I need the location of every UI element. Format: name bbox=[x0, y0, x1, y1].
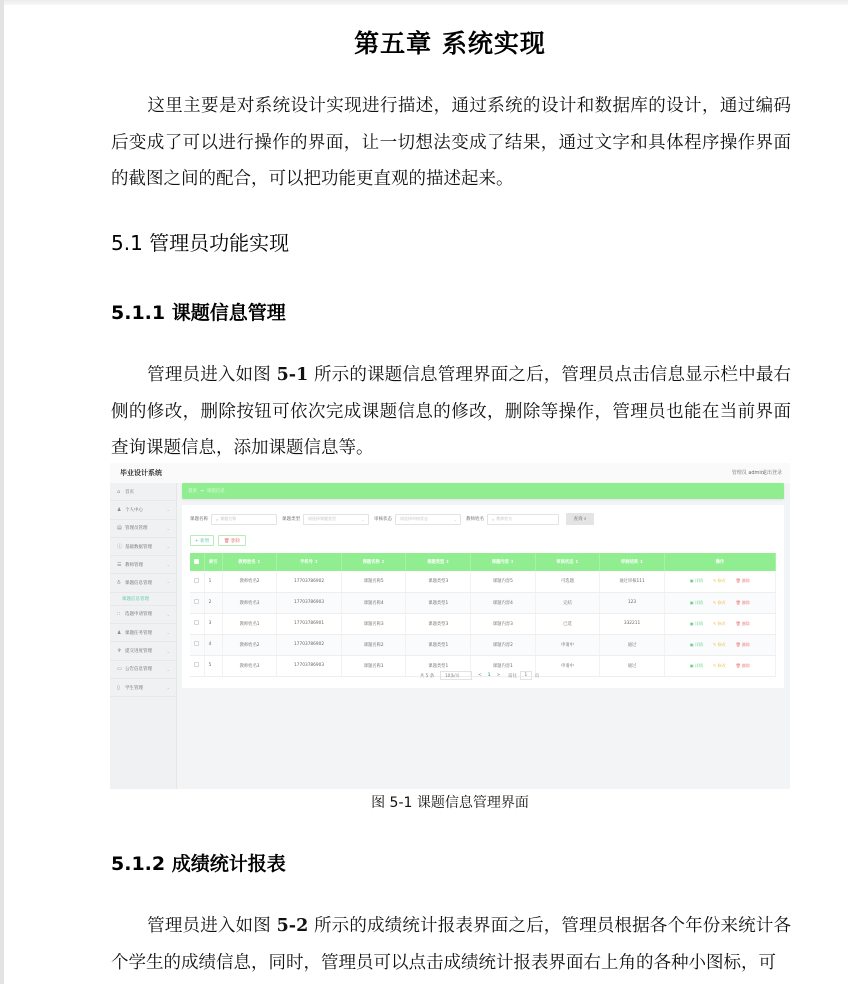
placeholder: 教师姓名 bbox=[496, 516, 513, 521]
chevron-down-icon: ⌄ bbox=[166, 630, 170, 636]
cell-content: 课题内容1 bbox=[471, 655, 536, 676]
search-icon: ⌕ bbox=[216, 516, 219, 522]
cell-name: 课题名称4 bbox=[341, 592, 406, 613]
viewer-top-edge bbox=[0, 0, 848, 5]
bulb-icon: ♁ bbox=[117, 580, 121, 587]
cell-content: 课题内容2 bbox=[471, 634, 536, 655]
placeholder: 请选择课题类型 bbox=[308, 516, 336, 521]
sidebar-item[interactable] bbox=[110, 520, 176, 538]
row-checkbox[interactable] bbox=[194, 641, 199, 646]
cell-name: 课题名称2 bbox=[341, 634, 406, 655]
search-icon: ⌕ bbox=[492, 516, 495, 522]
cell-phone: 17703786903 bbox=[277, 592, 342, 613]
next-page-button[interactable]: > bbox=[496, 673, 501, 678]
sidebar-item-label: 管理员管理 bbox=[125, 526, 148, 532]
add-button[interactable]: + 新增 bbox=[190, 535, 214, 546]
column-header[interactable]: 教师姓名 ↕ bbox=[222, 553, 277, 571]
cell-teacher: 教师姓名1 bbox=[222, 613, 277, 634]
cell-phone: 17703786901 bbox=[277, 613, 342, 634]
table-row bbox=[190, 571, 776, 592]
chevron-down-icon: ⌄ bbox=[166, 507, 170, 513]
chevron-down-icon: ⌄ bbox=[361, 516, 365, 522]
sidebar-item-label: 选题申请管理 bbox=[125, 612, 152, 618]
goto-value: 1 bbox=[524, 673, 528, 678]
chevron-down-icon: ⌄ bbox=[166, 544, 170, 550]
chevron-down-icon: ⌄ bbox=[166, 611, 170, 617]
page-unit: 页 bbox=[534, 673, 540, 679]
row-checkbox[interactable] bbox=[194, 578, 199, 583]
edit-button[interactable]: ✎ 修改 bbox=[712, 641, 726, 647]
figure-caption: 图 5-1 课题信息管理界面 bbox=[371, 795, 529, 811]
paragraph-5-1-1 bbox=[111, 357, 791, 467]
topic-type-select[interactable] bbox=[303, 514, 369, 525]
row-checkbox-cell bbox=[190, 592, 204, 613]
cell-name: 课题名称3 bbox=[341, 613, 406, 634]
search-button[interactable]: 查询 ⌕ bbox=[566, 513, 594, 525]
app-title: 毕业设计系统 bbox=[120, 469, 162, 477]
row-checkbox-cell bbox=[190, 634, 204, 655]
table-row bbox=[190, 613, 776, 634]
cell-content: 课题内容3 bbox=[471, 613, 536, 634]
view-button[interactable]: ▣ 详情 bbox=[689, 578, 703, 584]
prev-page-button[interactable]: < bbox=[478, 673, 482, 678]
cell-name: 课题名称5 bbox=[341, 571, 406, 592]
chevron-down-icon: ⌄ bbox=[166, 685, 170, 691]
cell-index: 2 bbox=[204, 592, 222, 613]
section-heading-5-1-1: 5.1.1 课题信息管理 bbox=[111, 302, 286, 324]
sidebar-item-label: 课题信息管理 bbox=[125, 581, 152, 587]
chevron-down-icon: ⌄ bbox=[166, 525, 170, 531]
cell-type: 课题类型1 bbox=[406, 634, 471, 655]
sidebar-item[interactable] bbox=[110, 642, 176, 660]
table-row bbox=[190, 634, 776, 655]
cell-index: 1 bbox=[204, 571, 222, 592]
breadcrumb-current: 课题信息 bbox=[206, 489, 225, 494]
intro-text: 这里主要是对系统设计实现进行描述，通过系统的设计和数据库的设计，通过编码后变成了可以进行操作的界面，让一切想法变成了结果，通过文字和具体程序操作界面的截图之间的配合，可以把功能更直观的描述起来。 bbox=[111, 96, 791, 189]
list-icon: ☰ bbox=[117, 561, 122, 568]
current-page[interactable]: 1 bbox=[487, 673, 491, 678]
para-text: 所示的课题信息管理界面之后，管理员点击信息显示栏中最右侧的修改，删除按钮可依次完成课题信息的修改，删除等操作，管理员也能在当前界面查询课题信息，添加课题信息等。 bbox=[111, 365, 791, 458]
filter-bar bbox=[190, 513, 594, 525]
intro-paragraph bbox=[111, 88, 791, 198]
cell-type: 课题类型1 bbox=[406, 655, 471, 676]
remove-button[interactable]: 🗑 删除 bbox=[735, 662, 750, 668]
chapter-title: 第五章 系统实现 bbox=[354, 29, 546, 58]
info-circle-icon: ⓘ bbox=[117, 544, 123, 551]
section-heading-5-1-2: 5.1.2 成绩统计报表 bbox=[111, 853, 286, 875]
cell-type: 课题类型1 bbox=[406, 592, 471, 613]
viewer-left-edge bbox=[0, 0, 4, 984]
sidebar-item-label: 提交进度管理 bbox=[125, 649, 152, 655]
user-icon: ♟ bbox=[117, 506, 122, 513]
cell-name: 课题名称1 bbox=[341, 655, 406, 676]
admin-icon: ▤ bbox=[117, 525, 122, 532]
review-status-label: 审核状态 bbox=[374, 517, 392, 522]
message-icon: ▭ bbox=[117, 666, 122, 673]
cell-status: 已选 bbox=[535, 613, 600, 634]
cup-icon: ♆ bbox=[117, 648, 122, 655]
remove-button[interactable]: 🗑 删除 bbox=[735, 599, 750, 605]
cell-result: 通过 bbox=[600, 634, 665, 655]
row-actions bbox=[664, 592, 775, 613]
edit-button[interactable]: ✎ 修改 bbox=[712, 620, 726, 626]
sidebar-subitem-topic-info[interactable]: 课题信息管理 bbox=[110, 593, 176, 606]
chevron-down-icon: ⌄ bbox=[166, 648, 170, 654]
cell-result: 通过审核111 bbox=[600, 571, 665, 592]
phone-icon: ▯ bbox=[117, 684, 120, 691]
column-header[interactable]: 审核状态 ↕ bbox=[535, 553, 600, 571]
cell-content: 课题内容4 bbox=[471, 592, 536, 613]
cell-result: 123 bbox=[600, 592, 665, 613]
topic-type-label: 课题类型 bbox=[282, 517, 300, 522]
column-header[interactable]: 课题名称 ↕ bbox=[341, 553, 406, 571]
cell-index: 4 bbox=[204, 634, 222, 655]
row-checkbox-cell bbox=[190, 571, 204, 592]
breadcrumb bbox=[182, 483, 784, 499]
edit-button[interactable]: ✎ 修改 bbox=[712, 662, 726, 668]
table-row bbox=[190, 592, 776, 613]
total-count: 共 5 条 bbox=[420, 673, 435, 679]
remove-button[interactable]: 🗑 删除 bbox=[735, 620, 750, 626]
cell-result: 通过 bbox=[600, 655, 665, 676]
row-checkbox[interactable] bbox=[194, 662, 199, 667]
row-checkbox-cell bbox=[190, 613, 204, 634]
row-checkbox[interactable] bbox=[194, 599, 199, 604]
sidebar-item[interactable] bbox=[110, 574, 176, 592]
cell-status: 完结 bbox=[535, 592, 600, 613]
cell-type: 课题类型3 bbox=[406, 571, 471, 592]
figure-reference: 5-2 bbox=[276, 916, 309, 936]
page-size-select[interactable] bbox=[440, 671, 472, 680]
column-header[interactable]: 审核结果 ↕ bbox=[600, 553, 665, 571]
row-actions bbox=[664, 571, 775, 592]
chevron-down-icon: ⌄ bbox=[166, 666, 170, 672]
figure-reference: 5-1 bbox=[276, 365, 309, 385]
action-bar bbox=[190, 535, 250, 546]
view-button[interactable]: ▣ 详情 bbox=[689, 620, 703, 626]
cell-index: 3 bbox=[204, 613, 222, 634]
sidebar-item[interactable] bbox=[110, 501, 176, 519]
view-button[interactable]: ▣ 详情 bbox=[689, 662, 703, 668]
column-header[interactable]: 手机号 ↕ bbox=[277, 553, 342, 571]
paragraph-5-1-2 bbox=[111, 908, 791, 981]
column-header[interactable]: 课题内容 ↕ bbox=[471, 553, 536, 571]
teacher-name-input[interactable] bbox=[487, 514, 559, 525]
select-all-checkbox-cell[interactable] bbox=[190, 553, 204, 571]
edit-button[interactable]: ✎ 修改 bbox=[712, 599, 726, 605]
chevron-down-icon: ⌄ bbox=[166, 562, 170, 568]
select-all-checkbox[interactable] bbox=[194, 559, 199, 564]
sidebar-item[interactable] bbox=[110, 624, 176, 642]
table-header-row bbox=[190, 553, 776, 571]
column-header[interactable]: 操作 bbox=[664, 553, 775, 571]
breadcrumb-separator: → bbox=[200, 488, 204, 494]
cell-teacher: 教师姓名3 bbox=[222, 592, 277, 613]
sidebar-item[interactable] bbox=[110, 483, 176, 501]
cell-status: 申请中 bbox=[535, 655, 600, 676]
column-header[interactable]: 索引 bbox=[204, 553, 222, 571]
cell-result: 332211 bbox=[600, 613, 665, 634]
cell-teacher: 教师姓名3 bbox=[222, 655, 277, 676]
sidebar bbox=[110, 483, 177, 789]
row-actions bbox=[664, 634, 775, 655]
row-actions bbox=[664, 613, 775, 634]
delete-button[interactable]: 🗑 删除 bbox=[218, 535, 246, 546]
page-size-value: 10条/页 bbox=[445, 672, 460, 678]
cell-teacher: 教师姓名2 bbox=[222, 571, 277, 592]
app-header bbox=[110, 463, 790, 483]
sidebar-item-label: 公告信息管理 bbox=[125, 667, 152, 673]
goto-label: 前往 bbox=[508, 673, 517, 679]
task-icon: ♟ bbox=[117, 629, 122, 636]
remove-button[interactable]: 🗑 删除 bbox=[735, 641, 750, 647]
topics-table bbox=[190, 553, 776, 677]
cell-content: 课题内容5 bbox=[471, 571, 536, 592]
figure-5-1-screenshot bbox=[110, 463, 790, 789]
logout-link[interactable]: 退出登录 bbox=[761, 470, 782, 476]
current-user: 管理员 admin bbox=[731, 470, 764, 476]
topic-name-label: 课题名称 bbox=[190, 517, 208, 522]
pagination bbox=[420, 671, 539, 680]
cell-phone: 17703786902 bbox=[277, 571, 342, 592]
sidebar-item[interactable] bbox=[110, 606, 176, 624]
section-heading-5-1: 5.1 管理员功能实现 bbox=[111, 231, 290, 255]
table-body bbox=[190, 571, 776, 676]
view-button[interactable]: ▣ 详情 bbox=[689, 641, 703, 647]
placeholder: 请选择审核状态 bbox=[400, 516, 428, 521]
para-text: 管理员进入如图 bbox=[147, 365, 277, 385]
cell-phone: 17703786902 bbox=[277, 634, 342, 655]
sidebar-item-label: 教师管理 bbox=[125, 562, 143, 568]
para-text: 管理员进入如图 bbox=[147, 916, 277, 936]
breadcrumb-home[interactable]: 首页 bbox=[188, 489, 197, 494]
content-card bbox=[182, 505, 784, 688]
placeholder: 课题名称 bbox=[220, 516, 237, 521]
sidebar-item[interactable] bbox=[110, 661, 176, 679]
sidebar-item[interactable] bbox=[110, 679, 176, 697]
home-icon: ⌂ bbox=[117, 488, 121, 495]
cell-teacher: 教师姓名2 bbox=[222, 634, 277, 655]
topic-name-input[interactable] bbox=[211, 514, 277, 525]
row-checkbox-cell bbox=[190, 655, 204, 676]
cell-status: 申请中 bbox=[535, 634, 600, 655]
chevron-up-icon: ⌃ bbox=[166, 580, 170, 586]
para-text: 所示的成绩统计报表界面之后，管理员根据各个年份来统计各个学生的成绩信息，同时，管理员可以点击成绩统计报表界面右上角的各种小图标，可 bbox=[111, 916, 791, 973]
sidebar-item-label: 个人中心 bbox=[125, 507, 143, 513]
row-actions bbox=[664, 655, 775, 676]
review-status-select[interactable] bbox=[395, 514, 461, 525]
sidebar-item[interactable] bbox=[110, 556, 176, 574]
sidebar-item[interactable] bbox=[110, 538, 176, 556]
sidebar-item-label: 课题任务管理 bbox=[125, 630, 152, 636]
main-content bbox=[182, 483, 784, 679]
teacher-name-label: 教师姓名 bbox=[466, 517, 484, 522]
view-button[interactable]: ▣ 详情 bbox=[689, 599, 703, 605]
goto-page-input[interactable] bbox=[520, 671, 532, 680]
edit-button[interactable]: ✎ 修改 bbox=[712, 578, 726, 584]
sidebar-item-label: 首页 bbox=[125, 489, 134, 495]
cell-type: 课题类型3 bbox=[406, 613, 471, 634]
cell-index: 5 bbox=[204, 655, 222, 676]
sidebar-item-label: 基础数据管理 bbox=[125, 544, 152, 550]
cell-phone: 17703786903 bbox=[277, 655, 342, 676]
column-header[interactable]: 课题类型 ↕ bbox=[406, 553, 471, 571]
cell-status: 可选题 bbox=[535, 571, 600, 592]
sidebar-item-label: 学生管理 bbox=[125, 685, 143, 691]
remove-button[interactable]: 🗑 删除 bbox=[735, 578, 750, 584]
row-checkbox[interactable] bbox=[194, 620, 199, 625]
grid-icon: ∷ bbox=[117, 611, 121, 618]
chevron-down-icon: ⌄ bbox=[453, 516, 457, 522]
